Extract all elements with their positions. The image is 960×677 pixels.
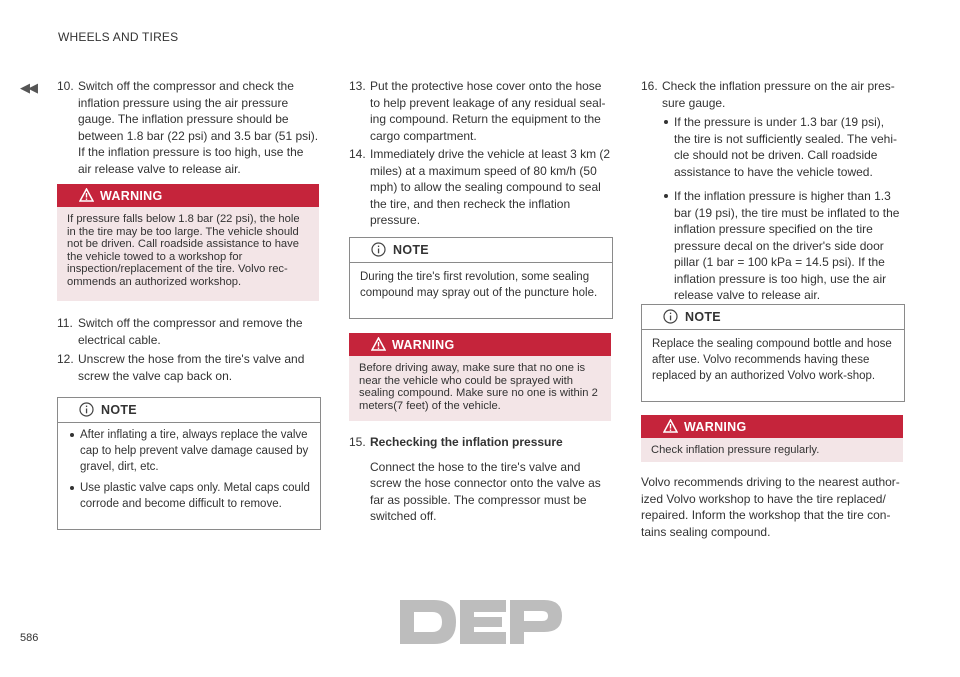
dep-logo-icon: [394, 596, 566, 666]
step-10: [57, 78, 319, 177]
info-circle-icon: [663, 309, 678, 324]
step-text: Check the inflation pressure on the air pres-sure gauge.: [662, 79, 895, 110]
warning-text: Check inflation pressure regularly.: [651, 444, 820, 456]
info-circle-icon: [371, 242, 386, 257]
back-arrow-icon[interactable]: ◀◀: [20, 80, 36, 95]
warning-box: [349, 333, 611, 421]
bullet-dot: [664, 120, 668, 124]
note-box: [57, 397, 321, 530]
step-number: 15.: [349, 435, 366, 449]
step-number: 10.: [57, 79, 74, 93]
step-text: Immediately drive the vehicle at least 3 km (2 miles) at a maximum speed of 80 km/h (50 mph) to allow the sealing compound to seal the tire, and then recheck the inflation pressure.: [370, 147, 611, 227]
note-text: During the tire's first revolution, some sealing compound may spray out of the puncture hole.: [360, 271, 598, 299]
step-number: 16.: [641, 79, 658, 93]
warning-label: WARNING: [392, 338, 455, 352]
step-text: Unscrew the hose from the tire's valve and screw the valve cap back on.: [78, 352, 305, 383]
bullet-text: If the inflation pressure is higher than 1.3 bar (19 psi), the tire must be inflated to the inflation pressure specified on the tire pressure decal on the driver's side door pillar (1 bar = 100 kPa = 14.5 psi). If the inflation pressure is too high, use the air release valve to release air.: [674, 189, 900, 302]
step-12: [57, 351, 319, 384]
step-text: Switch off the compressor and check the inflation pressure using the air pressure gauge. The inflation pressure should be between 1.8 bar (22 psi) and 3.5 bar (51 psi). If the inflation pressure is too high, use the air release valve to release air.: [78, 79, 319, 176]
warning-header: [641, 415, 903, 438]
note-box: [349, 237, 613, 319]
warning-triangle-icon: [79, 188, 94, 202]
step-text: Switch off the compressor and remove the electrical cable.: [78, 316, 303, 347]
warning-text: If pressure falls below 1.8 bar (22 psi), the hole in the tire may be too large. The vehicle should not be driven. Call roadside assistance to have the vehicle towed to a workshop for inspection/replacement of the tire. Volvo rec-ommends an authorized workshop.: [67, 213, 300, 288]
note-header: [58, 398, 320, 423]
note-label: NOTE: [393, 243, 429, 257]
warning-header: [349, 333, 611, 356]
warning-text: Before driving away, make sure that no one is near the vehicle who could be sprayed with sealing compound. Make sure no one is within 2 meters(7 feet) of the vehicle.: [359, 362, 598, 412]
warning-label: WARNING: [684, 420, 747, 434]
warning-box: [641, 415, 903, 462]
note-bullet: [80, 427, 310, 475]
step-11: [57, 315, 319, 348]
step-text: Connect the hose to the tire's valve and screw the hose connector onto the valve as far as possible. The compressor must be switched off.: [370, 459, 601, 523]
step-15: [349, 434, 611, 525]
info-circle-icon: [79, 402, 94, 417]
step-number: 12.: [57, 352, 74, 366]
note-header: [642, 305, 904, 330]
step-text: Put the protective hose cover onto the hose to help prevent leakage of any residual seal-ing compound. Return the equipment to the cargo compartment.: [370, 79, 606, 143]
bullet-text: After inflating a tire, always replace the valve cap to help prevent valve damage caused by gravel, dirt, etc.: [80, 429, 309, 473]
closing-paragraph: Volvo recommends driving to the nearest author-ized Volvo workshop to have the tire replaced/ repaired. Inform the workshop that the tire con-tains sealing compound.: [641, 475, 900, 539]
note-header: [350, 238, 612, 263]
note-text: Replace the sealing compound bottle and hose after use. Volvo recommends having these replaced by an authorized Volvo work-shop.: [652, 338, 892, 382]
note-label: NOTE: [685, 310, 721, 324]
note-label: NOTE: [101, 403, 137, 417]
warning-box: [57, 184, 319, 301]
section-header: WHEELS AND TIRES: [58, 30, 179, 44]
dealer-eprocess-logo: [394, 596, 566, 666]
step-number: 11.: [57, 316, 73, 330]
step-16-bullets: [662, 114, 903, 304]
step-number: 13.: [349, 79, 366, 93]
bullet-dot: [70, 433, 74, 437]
page-number: 586: [20, 632, 39, 644]
warning-triangle-icon: [371, 337, 386, 351]
note-body: [58, 423, 320, 520]
step-number: 14.: [349, 147, 366, 161]
bullet-text: Use plastic valve caps only. Metal caps could corrode and become difficult to remove.: [80, 482, 310, 510]
warning-label: WARNING: [100, 189, 163, 203]
bullet-dot: [664, 194, 668, 198]
step-13: [349, 78, 611, 144]
warning-header: [57, 184, 319, 207]
step-14: [349, 146, 611, 229]
warning-triangle-icon: [663, 419, 678, 433]
bullet-dot: [70, 486, 74, 490]
bullet-text: If the pressure is under 1.3 bar (19 psi), the tire is not sufficiently sealed. The vehi-cle should not be driven. Call roadside assistance to have the vehicle towed.: [674, 115, 898, 179]
step-16: [641, 78, 903, 111]
note-bullet: [80, 480, 310, 512]
bullet-item: [674, 188, 903, 304]
bullet-item: [674, 114, 903, 180]
step-title: Rechecking the inflation pressure: [370, 435, 563, 449]
note-box: [641, 304, 905, 402]
